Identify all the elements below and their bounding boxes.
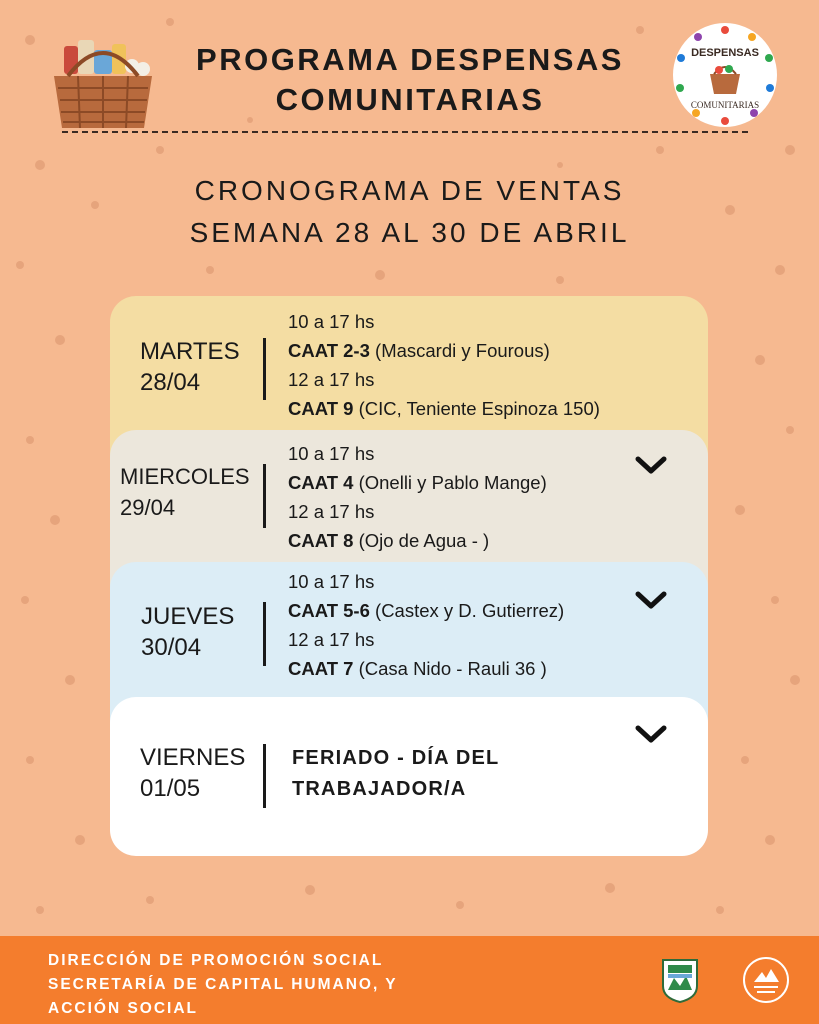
place-detail: (CIC, Teniente Espinoza 150) [353,398,600,419]
chevron-down-icon[interactable] [634,454,668,476]
entries-miercoles [288,439,547,555]
subtitle-line-1: CRONOGRAMA DE VENTAS [194,175,625,206]
title-line-1: PROGRAMA DESPENSAS [196,42,624,77]
place-code: CAAT 8 [288,530,354,551]
place-detail: (Castex y D. Gutierrez) [369,600,565,621]
separator-bar [263,602,266,666]
municipio-bariloche-logo [742,956,790,1004]
separator-bar [263,338,266,400]
day-block-viernes [140,742,245,804]
place-code: CAAT 7 [288,658,354,679]
place-code: CAAT 9 [288,398,354,419]
entries-jueves [288,567,564,683]
entry-time: 10 a 17 hs [288,443,375,464]
entry-time: 12 a 17 hs [288,501,375,522]
entry-place [288,654,564,683]
logo-text-top: DESPENSAS [691,47,759,59]
entry-place [288,336,600,365]
header-divider [62,131,748,133]
place-code: CAAT 5-6 [288,600,370,621]
day-date: 30/04 [141,634,202,661]
separator-bar [263,744,266,808]
chevron-down-icon[interactable] [634,589,668,611]
place-code: CAAT 2-3 [288,340,370,361]
footer-line-2: SECRETARÍA DE CAPITAL HUMANO, Y [48,976,398,993]
place-detail: (Onelli y Pablo Mange) [353,472,547,493]
entry-time: 10 a 17 hs [288,311,375,332]
place-code: CAAT 4 [288,472,354,493]
day-name: VIERNES [140,744,246,771]
separator-bar [263,464,266,528]
despensas-comunitarias-logo [672,22,778,128]
schedule-card-viernes [110,697,708,856]
day-date: 28/04 [140,369,201,396]
day-name: JUEVES [141,603,235,630]
entry-place [288,526,547,555]
holiday-label [292,743,499,805]
chevron-down-icon[interactable] [634,723,668,745]
entry-time: 10 a 17 hs [288,571,375,592]
place-detail: (Mascardi y Fourous) [369,340,550,361]
subtitle-line-2: SEMANA 28 AL 30 DE ABRIL [189,217,630,248]
title-line-2: COMUNITARIAS [275,82,545,117]
day-date: 29/04 [120,495,176,520]
entry-time: 12 a 17 hs [288,629,375,650]
place-detail: (Ojo de Agua - ) [353,530,490,551]
entries-martes [288,307,600,423]
place-detail: (Casa Nido - Rauli 36 ) [353,658,547,679]
day-block-jueves [141,601,234,663]
footer-line-3: ACCIÓN SOCIAL [48,1000,198,1017]
entry-place [288,394,600,423]
municipal-crest-icon [660,956,700,1004]
holiday-line-1: FERIADO - DÍA DEL [292,747,500,769]
subtitle [0,170,819,254]
entry-place [288,596,564,625]
day-name: MIERCOLES [120,464,250,489]
grocery-basket-icon [48,36,158,132]
footer-line-1: DIRECCIÓN DE PROMOCIÓN SOCIAL [48,952,384,969]
page-title [150,40,670,120]
day-block-miercoles [120,461,250,523]
day-block-martes [140,336,240,398]
day-date: 01/05 [140,775,201,802]
logo-text-bottom: COMUNITARIAS [690,100,760,110]
footer-bar [0,936,819,1024]
day-name: MARTES [140,338,240,365]
entry-time: 12 a 17 hs [288,369,375,390]
footer-text [48,949,398,1021]
entry-place [288,468,547,497]
holiday-line-2: TRABAJADOR/A [292,778,467,800]
